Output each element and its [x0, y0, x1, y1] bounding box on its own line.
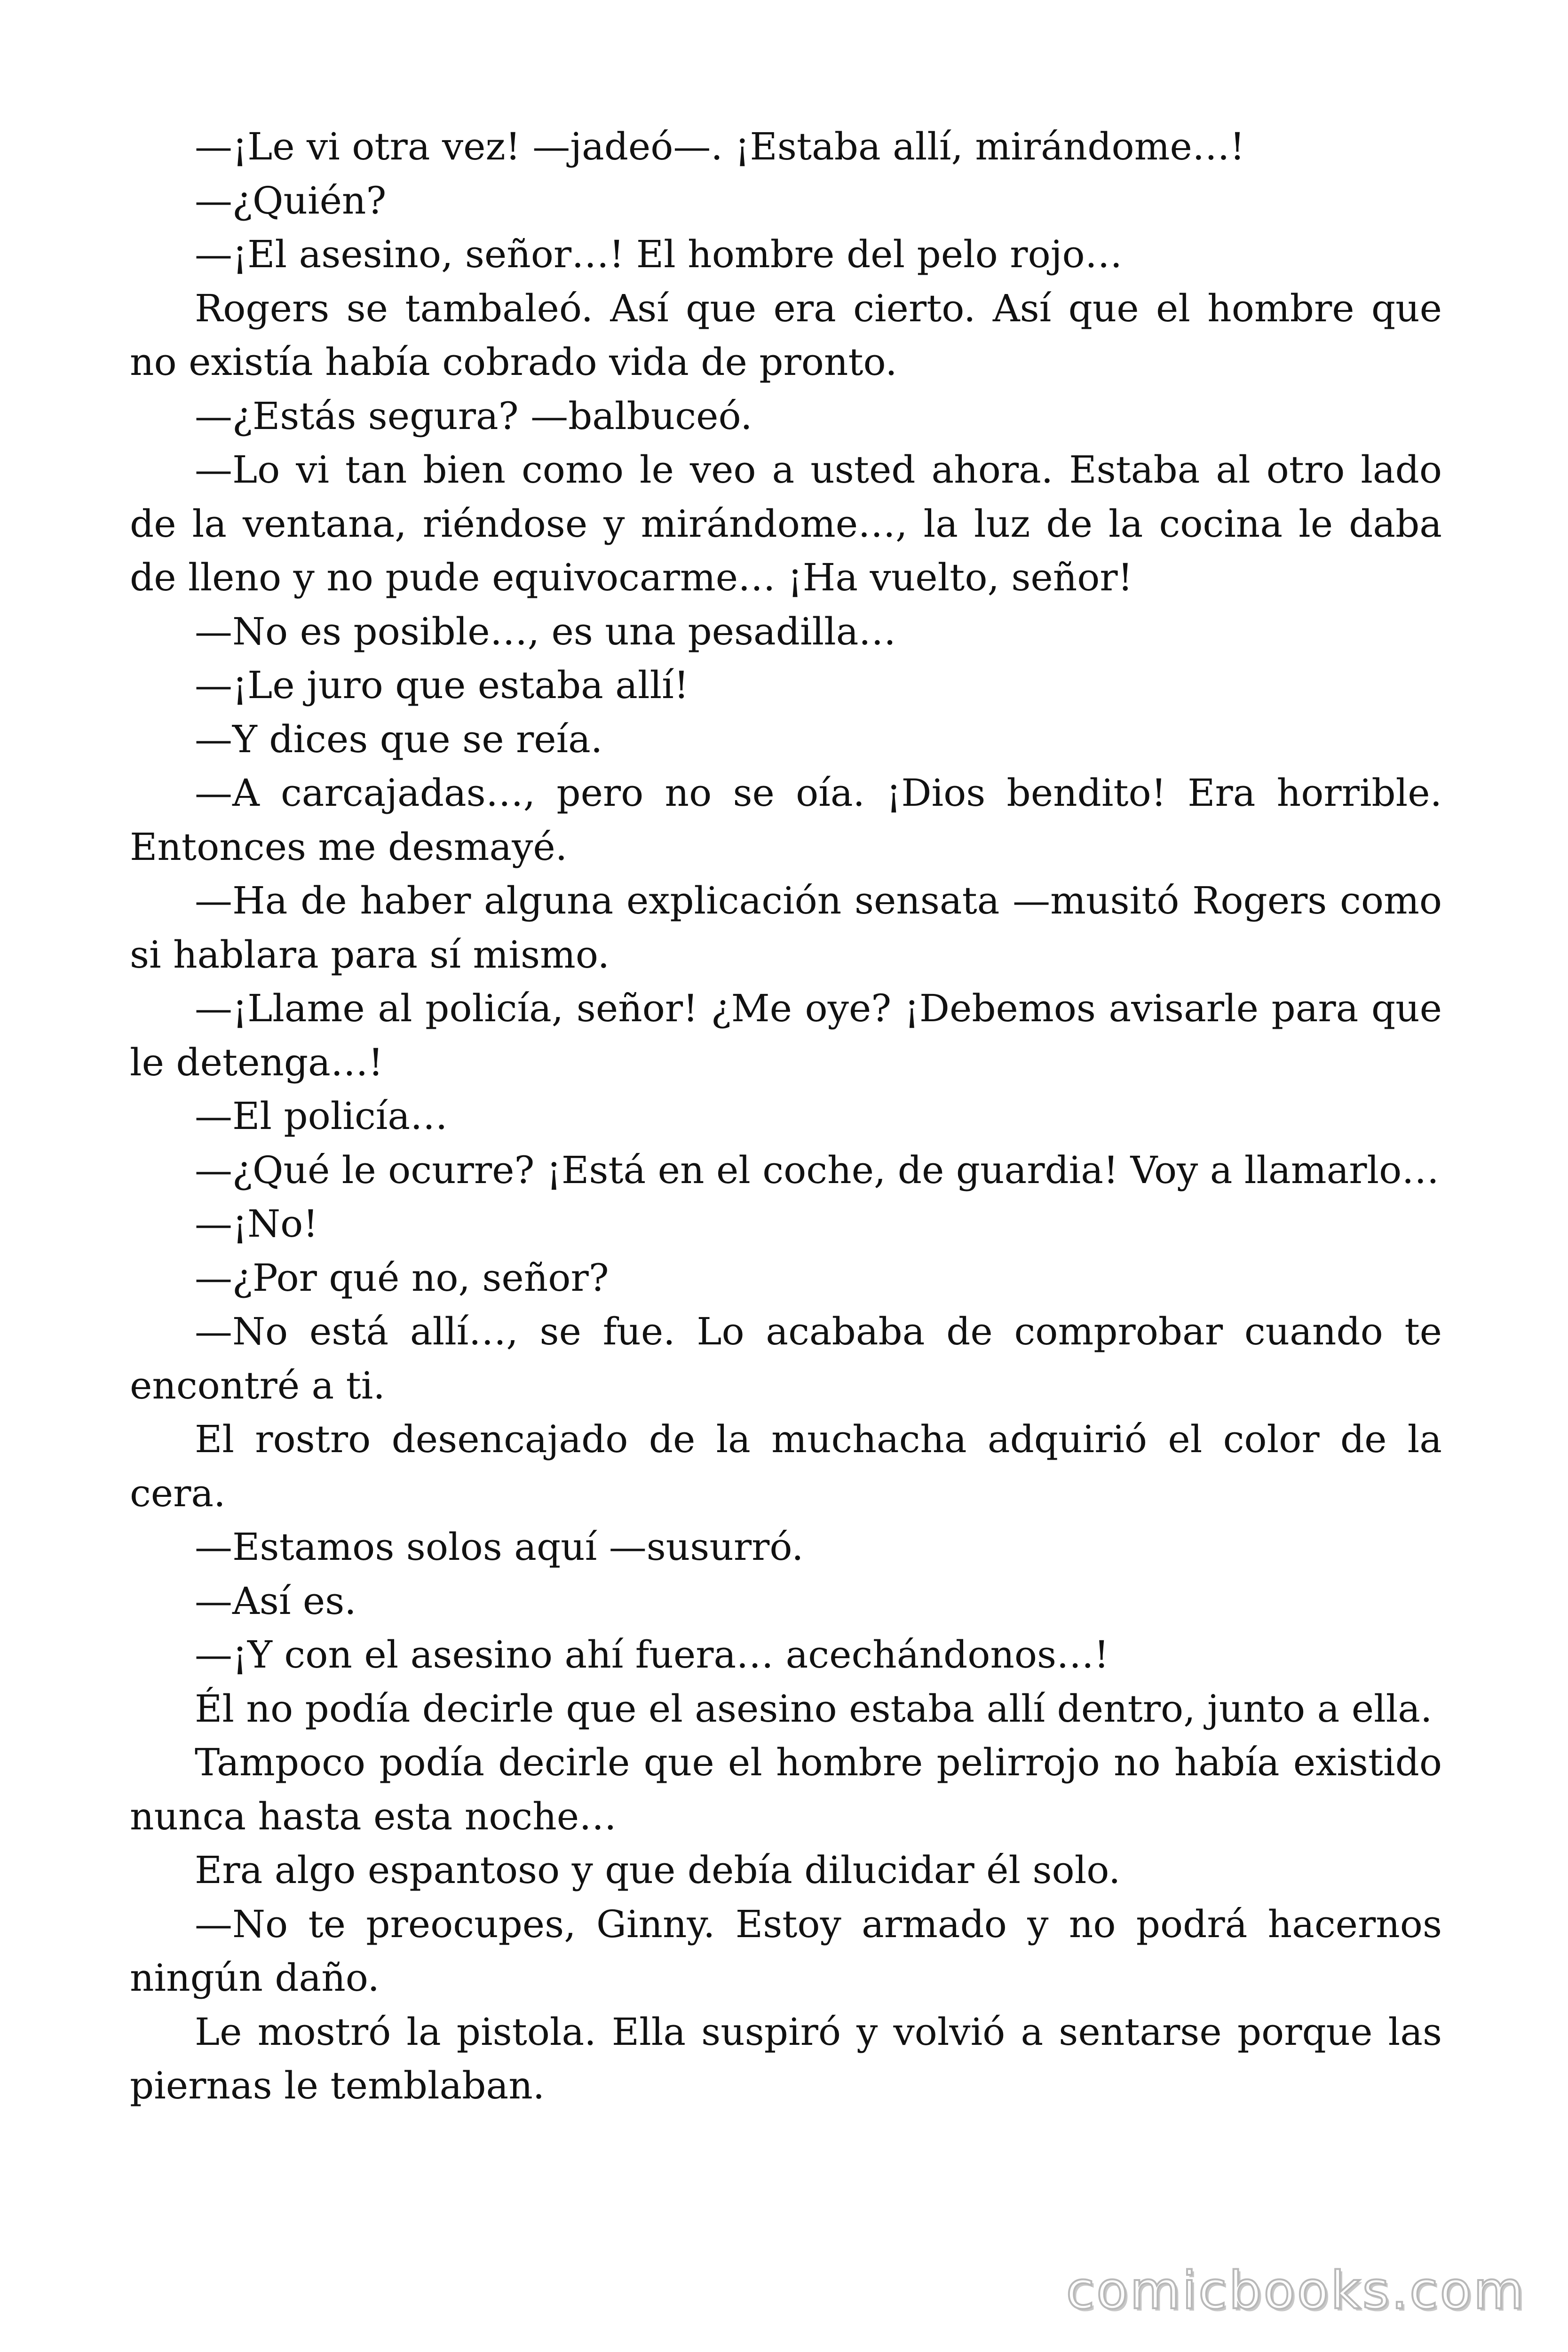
paragraph: —¿Estás segura? —balbuceó. [195, 394, 752, 438]
paragraph: —¡No! [195, 1202, 318, 1246]
paragraph: —No es posible…, es una pesadilla… [195, 609, 896, 653]
paragraph: —¡Llame al policía, señor! ¿Me oye? ¡Debemos avisarle para que le detenga…! [130, 986, 1442, 1084]
page-text [130, 120, 1442, 2113]
paragraph: —¿Por qué no, señor? [195, 1255, 609, 1300]
paragraph: —El policía… [195, 1094, 448, 1138]
paragraph: Él no podía decirle que el asesino estaba allí dentro, junto a ella. [195, 1686, 1433, 1731]
paragraph: —No te preocupes, Ginny. Estoy armado y no podrá hacernos ningún daño. [130, 1902, 1442, 2000]
paragraph: —Lo vi tan bien como le veo a usted ahora. Estaba al otro lado de la ventana, riéndose y mirándome…, la luz de la cocina le daba de lleno y no pude equivocarme… ¡Ha vuelto, señor! [130, 448, 1442, 599]
paragraph: —A carcajadas…, pero no se oía. ¡Dios bendito! Era horrible. Entonces me desmayé. [130, 771, 1442, 869]
paragraph: —Estamos solos aquí —susurró. [195, 1525, 804, 1569]
paragraph: —No está allí…, se fue. Lo acababa de comprobar cuando te encontré a ti. [130, 1310, 1442, 1407]
paragraph: Le mostró la pistola. Ella suspiró y volvió a sentarse porque las piernas le temblaban. [130, 2010, 1442, 2107]
paragraph: Tampoco podía decirle que el hombre pelirrojo no había existido nunca hasta esta noche… [130, 1740, 1442, 1838]
paragraph: —¡Y con el asesino ahí fuera… acechándonos…! [195, 1633, 1109, 1677]
paragraph: El rostro desencajado de la muchacha adquirió el color de la cera. [130, 1417, 1442, 1515]
paragraph: —¡El asesino, señor…! El hombre del pelo rojo… [195, 232, 1123, 276]
paragraph: —Así es. [195, 1579, 356, 1623]
paragraph: —¡Le juro que estaba allí! [195, 663, 689, 707]
paragraph: —Y dices que se reía. [195, 717, 603, 761]
paragraph: —¡Le vi otra vez! —jadeó—. ¡Estaba allí, mirándome…! [195, 125, 1245, 168]
paragraph: —¿Quién? [195, 178, 387, 222]
paragraph: —Ha de haber alguna explicación sensata —musitó Rogers como si hablara para sí mismo. [130, 879, 1442, 977]
paragraph: Rogers se tambaleó. Así que era cierto. Así que el hombre que no existía había cobrado vida de pronto. [130, 286, 1442, 384]
paragraph: —¿Qué le ocurre? ¡Está en el coche, de guardia! Voy a llamarlo… [195, 1148, 1440, 1192]
paragraph: Era algo espantoso y que debía dilucidar él solo. [195, 1848, 1121, 1892]
watermark-logo: comicbooks.com [1066, 2260, 1526, 2320]
